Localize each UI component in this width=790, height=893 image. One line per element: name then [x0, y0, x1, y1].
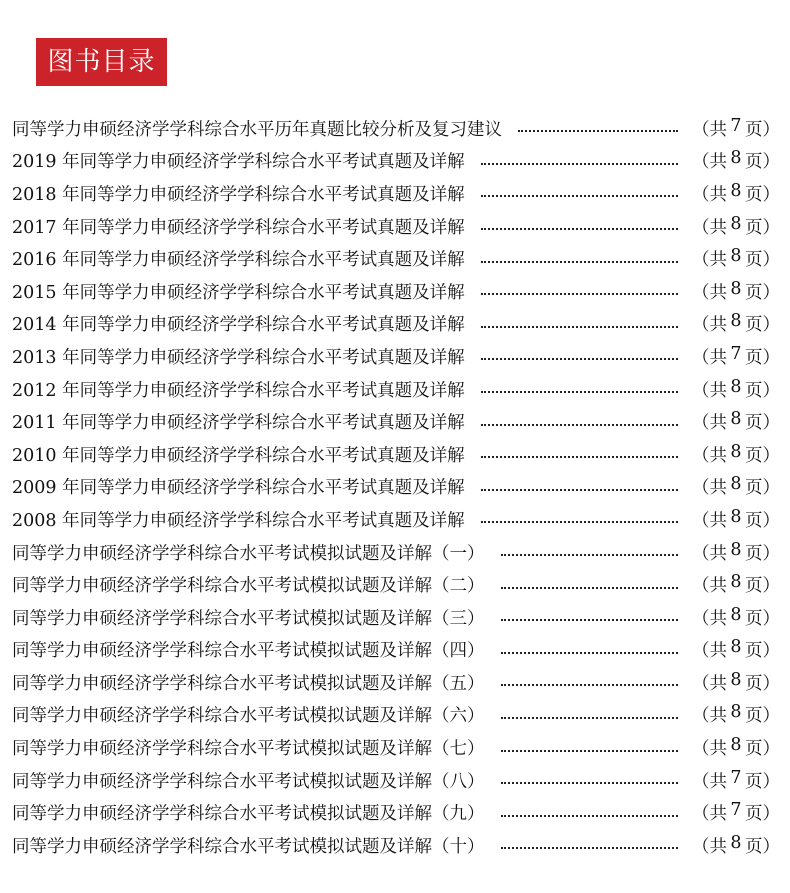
toc-entry-title: 同等学力申硕经济学学科综合水平历年真题比较分析及复习建议 [12, 119, 502, 140]
page-count-close: 页） [744, 413, 780, 434]
page-count-close: 页） [744, 217, 780, 238]
toc-entry-page-count [692, 377, 780, 402]
page-count-open: （共 [692, 315, 727, 336]
page-count-close: 页） [744, 478, 780, 499]
page-count-open: （共 [692, 576, 727, 597]
toc-entry-page-count [692, 214, 780, 239]
page-count-open: （共 [692, 706, 727, 727]
page-count-open: （共 [692, 250, 727, 271]
toc-entry-title: 同等学力申硕经济学学科综合水平考试模拟试题及详解（六） [12, 706, 485, 727]
page-count-open: （共 [692, 478, 727, 499]
toc-entry[interactable] [12, 340, 780, 373]
toc-entry[interactable] [12, 796, 780, 829]
toc-entry[interactable] [12, 666, 780, 699]
toc-entry-title: 同等学力申硕经济学学科综合水平考试模拟试题及详解（五） [12, 673, 485, 694]
page-count-number: 8 [730, 506, 742, 527]
dot-leader [501, 748, 679, 752]
toc-entry-title: 2012 年同等学力申硕经济学学科综合水平考试真题及详解 [12, 380, 465, 401]
page-count-close: 页） [744, 836, 780, 857]
dot-leader [481, 389, 678, 393]
page-count-number: 8 [730, 637, 742, 658]
page-count-close: 页） [744, 184, 780, 205]
toc-entry-title: 同等学力申硕经济学学科综合水平考试模拟试题及详解（三） [12, 608, 485, 629]
page-count-close: 页） [744, 673, 780, 694]
toc-entry-page-count [692, 768, 780, 793]
toc-entry-page-count [692, 474, 780, 499]
page-count-open: （共 [692, 739, 727, 760]
toc-entry-page-count [692, 181, 780, 206]
toc-entry[interactable] [12, 731, 780, 764]
dot-leader [518, 128, 678, 132]
dot-leader [501, 617, 679, 621]
page-count-close: 页） [744, 510, 780, 531]
toc-entry[interactable] [12, 503, 780, 536]
toc-entry[interactable] [12, 568, 780, 601]
page-count-number: 8 [730, 669, 742, 690]
page-count-close: 页） [744, 445, 780, 466]
toc-entry-title: 2011 年同等学力申硕经济学学科综合水平考试真题及详解 [12, 413, 465, 434]
page-count-number: 7 [730, 343, 742, 364]
dot-leader [481, 193, 678, 197]
toc-entry[interactable] [12, 405, 780, 438]
page-count-number: 8 [730, 474, 742, 495]
page-count-open: （共 [692, 510, 727, 531]
page-count-open: （共 [692, 413, 727, 434]
toc-entry-page-count [692, 344, 780, 369]
page-count-open: （共 [692, 445, 727, 466]
toc-entry[interactable] [12, 177, 780, 210]
toc-entry-title: 2016 年同等学力申硕经济学学科综合水平考试真题及详解 [12, 250, 465, 271]
table-of-contents [12, 112, 780, 862]
toc-entry-page-count [692, 605, 780, 630]
dot-leader [481, 487, 678, 491]
page-count-number: 8 [730, 702, 742, 723]
page-count-number: 8 [730, 376, 742, 397]
toc-entry-page-count [692, 409, 780, 434]
toc-entry[interactable] [12, 210, 780, 243]
toc-entry-title: 同等学力申硕经济学学科综合水平考试模拟试题及详解（十） [12, 836, 485, 857]
toc-entry-title: 2008 年同等学力申硕经济学学科综合水平考试真题及详解 [12, 510, 465, 531]
toc-entry-title: 同等学力申硕经济学学科综合水平考试模拟试题及详解（一） [12, 543, 485, 564]
page-count-open: （共 [692, 836, 727, 857]
page-count-number: 8 [730, 148, 742, 169]
page-count-open: （共 [692, 380, 727, 401]
page-count-open: （共 [692, 152, 727, 173]
page-count-number: 8 [730, 180, 742, 201]
toc-entry-title: 2015 年同等学力申硕经济学学科综合水平考试真题及详解 [12, 282, 465, 303]
dot-leader [501, 585, 679, 589]
dot-leader [501, 845, 679, 849]
toc-entry-page-count [692, 540, 780, 565]
page-count-number: 8 [730, 572, 742, 593]
page-count-open: （共 [692, 771, 727, 792]
page-count-number: 8 [730, 539, 742, 560]
page-count-close: 页） [744, 739, 780, 760]
toc-entry-title: 2010 年同等学力申硕经济学学科综合水平考试真题及详解 [12, 445, 465, 466]
toc-entry-page-count [692, 311, 780, 336]
dot-leader [481, 161, 678, 165]
dot-leader [481, 422, 678, 426]
dot-leader [501, 813, 679, 817]
toc-entry[interactable] [12, 145, 780, 178]
page-count-open: （共 [692, 282, 727, 303]
page-count-number: 7 [730, 800, 742, 821]
page-count-close: 页） [744, 347, 780, 368]
dot-leader [501, 780, 679, 784]
page-count-open: （共 [692, 608, 727, 629]
dot-leader [481, 324, 678, 328]
dot-leader [501, 650, 679, 654]
dot-leader [501, 552, 679, 556]
page-count-close: 页） [744, 250, 780, 271]
toc-entry[interactable] [12, 242, 780, 275]
page-count-number: 7 [730, 115, 742, 136]
dot-leader [481, 291, 678, 295]
page-count-number: 8 [730, 311, 742, 332]
toc-entry[interactable] [12, 373, 780, 406]
page-count-number: 8 [730, 735, 742, 756]
toc-entry[interactable] [12, 634, 780, 667]
toc-entry-title: 同等学力申硕经济学学科综合水平考试模拟试题及详解（二） [12, 576, 485, 597]
toc-entry-page-count [692, 735, 780, 760]
page-count-number: 8 [730, 213, 742, 234]
page-count-number: 8 [730, 278, 742, 299]
dot-leader [501, 715, 679, 719]
toc-entry-page-count [692, 116, 780, 141]
toc-entry-title: 2014 年同等学力申硕经济学学科综合水平考试真题及详解 [12, 315, 465, 336]
toc-entry[interactable] [12, 275, 780, 308]
page-count-close: 页） [744, 641, 780, 662]
toc-entry-page-count [692, 670, 780, 695]
toc-entry[interactable] [12, 438, 780, 471]
dot-leader [501, 682, 679, 686]
toc-entry[interactable] [12, 308, 780, 341]
toc-entry-title: 2009 年同等学力申硕经济学学科综合水平考试真题及详解 [12, 478, 465, 499]
page-count-number: 8 [730, 409, 742, 430]
page-count-number: 8 [730, 604, 742, 625]
toc-entry-page-count [692, 572, 780, 597]
page-count-close: 页） [744, 543, 780, 564]
page-count-number: 8 [730, 441, 742, 462]
page-count-number: 7 [730, 767, 742, 788]
toc-entry-page-count [692, 279, 780, 304]
toc-entry-title: 2013 年同等学力申硕经济学学科综合水平考试真题及详解 [12, 347, 465, 368]
toc-entry[interactable] [12, 536, 780, 569]
dot-leader [481, 356, 678, 360]
page-count-number: 8 [730, 246, 742, 267]
page-count-close: 页） [744, 804, 780, 825]
page-count-open: （共 [692, 347, 727, 368]
toc-entry-page-count [692, 702, 780, 727]
toc-entry[interactable] [12, 471, 780, 504]
toc-entry-title: 同等学力申硕经济学学科综合水平考试模拟试题及详解（八） [12, 771, 485, 792]
page-count-close: 页） [744, 282, 780, 303]
dot-leader [481, 519, 678, 523]
page-count-close: 页） [744, 152, 780, 173]
page-count-open: （共 [692, 641, 727, 662]
toc-entry[interactable] [12, 829, 780, 862]
toc-entry-page-count [692, 800, 780, 825]
toc-entry-page-count [692, 637, 780, 662]
dot-leader [481, 454, 678, 458]
toc-entry-title: 2019 年同等学力申硕经济学学科综合水平考试真题及详解 [12, 152, 465, 173]
page-count-open: （共 [692, 673, 727, 694]
toc-entry-page-count [692, 507, 780, 532]
toc-entry[interactable] [12, 601, 780, 634]
page-count-open: （共 [692, 119, 727, 140]
dot-leader [481, 226, 678, 230]
dot-leader [481, 259, 678, 263]
page-count-number: 8 [730, 832, 742, 853]
toc-entry-page-count [692, 442, 780, 467]
toc-entry-page-count [692, 148, 780, 173]
toc-entry-title: 2017 年同等学力申硕经济学学科综合水平考试真题及详解 [12, 217, 465, 238]
toc-entry[interactable] [12, 699, 780, 732]
page-count-close: 页） [744, 380, 780, 401]
page-count-close: 页） [744, 771, 780, 792]
page-count-open: （共 [692, 543, 727, 564]
page-count-open: （共 [692, 184, 727, 205]
toc-entry-title: 同等学力申硕经济学学科综合水平考试模拟试题及详解（九） [12, 804, 485, 825]
page-count-close: 页） [744, 608, 780, 629]
page-count-close: 页） [744, 576, 780, 597]
page-count-close: 页） [744, 315, 780, 336]
toc-entry[interactable] [12, 112, 780, 145]
toc-entry-page-count [692, 833, 780, 858]
toc-entry-title: 2018 年同等学力申硕经济学学科综合水平考试真题及详解 [12, 184, 465, 205]
toc-entry-title: 同等学力申硕经济学学科综合水平考试模拟试题及详解（七） [12, 739, 485, 760]
page-count-close: 页） [744, 706, 780, 727]
page-title: 图书目录 [36, 38, 167, 86]
page-count-close: 页） [744, 119, 780, 140]
page-count-open: （共 [692, 804, 727, 825]
toc-entry[interactable] [12, 764, 780, 797]
toc-entry-title: 同等学力申硕经济学学科综合水平考试模拟试题及详解（四） [12, 641, 485, 662]
page-count-open: （共 [692, 217, 727, 238]
toc-entry-page-count [692, 246, 780, 271]
